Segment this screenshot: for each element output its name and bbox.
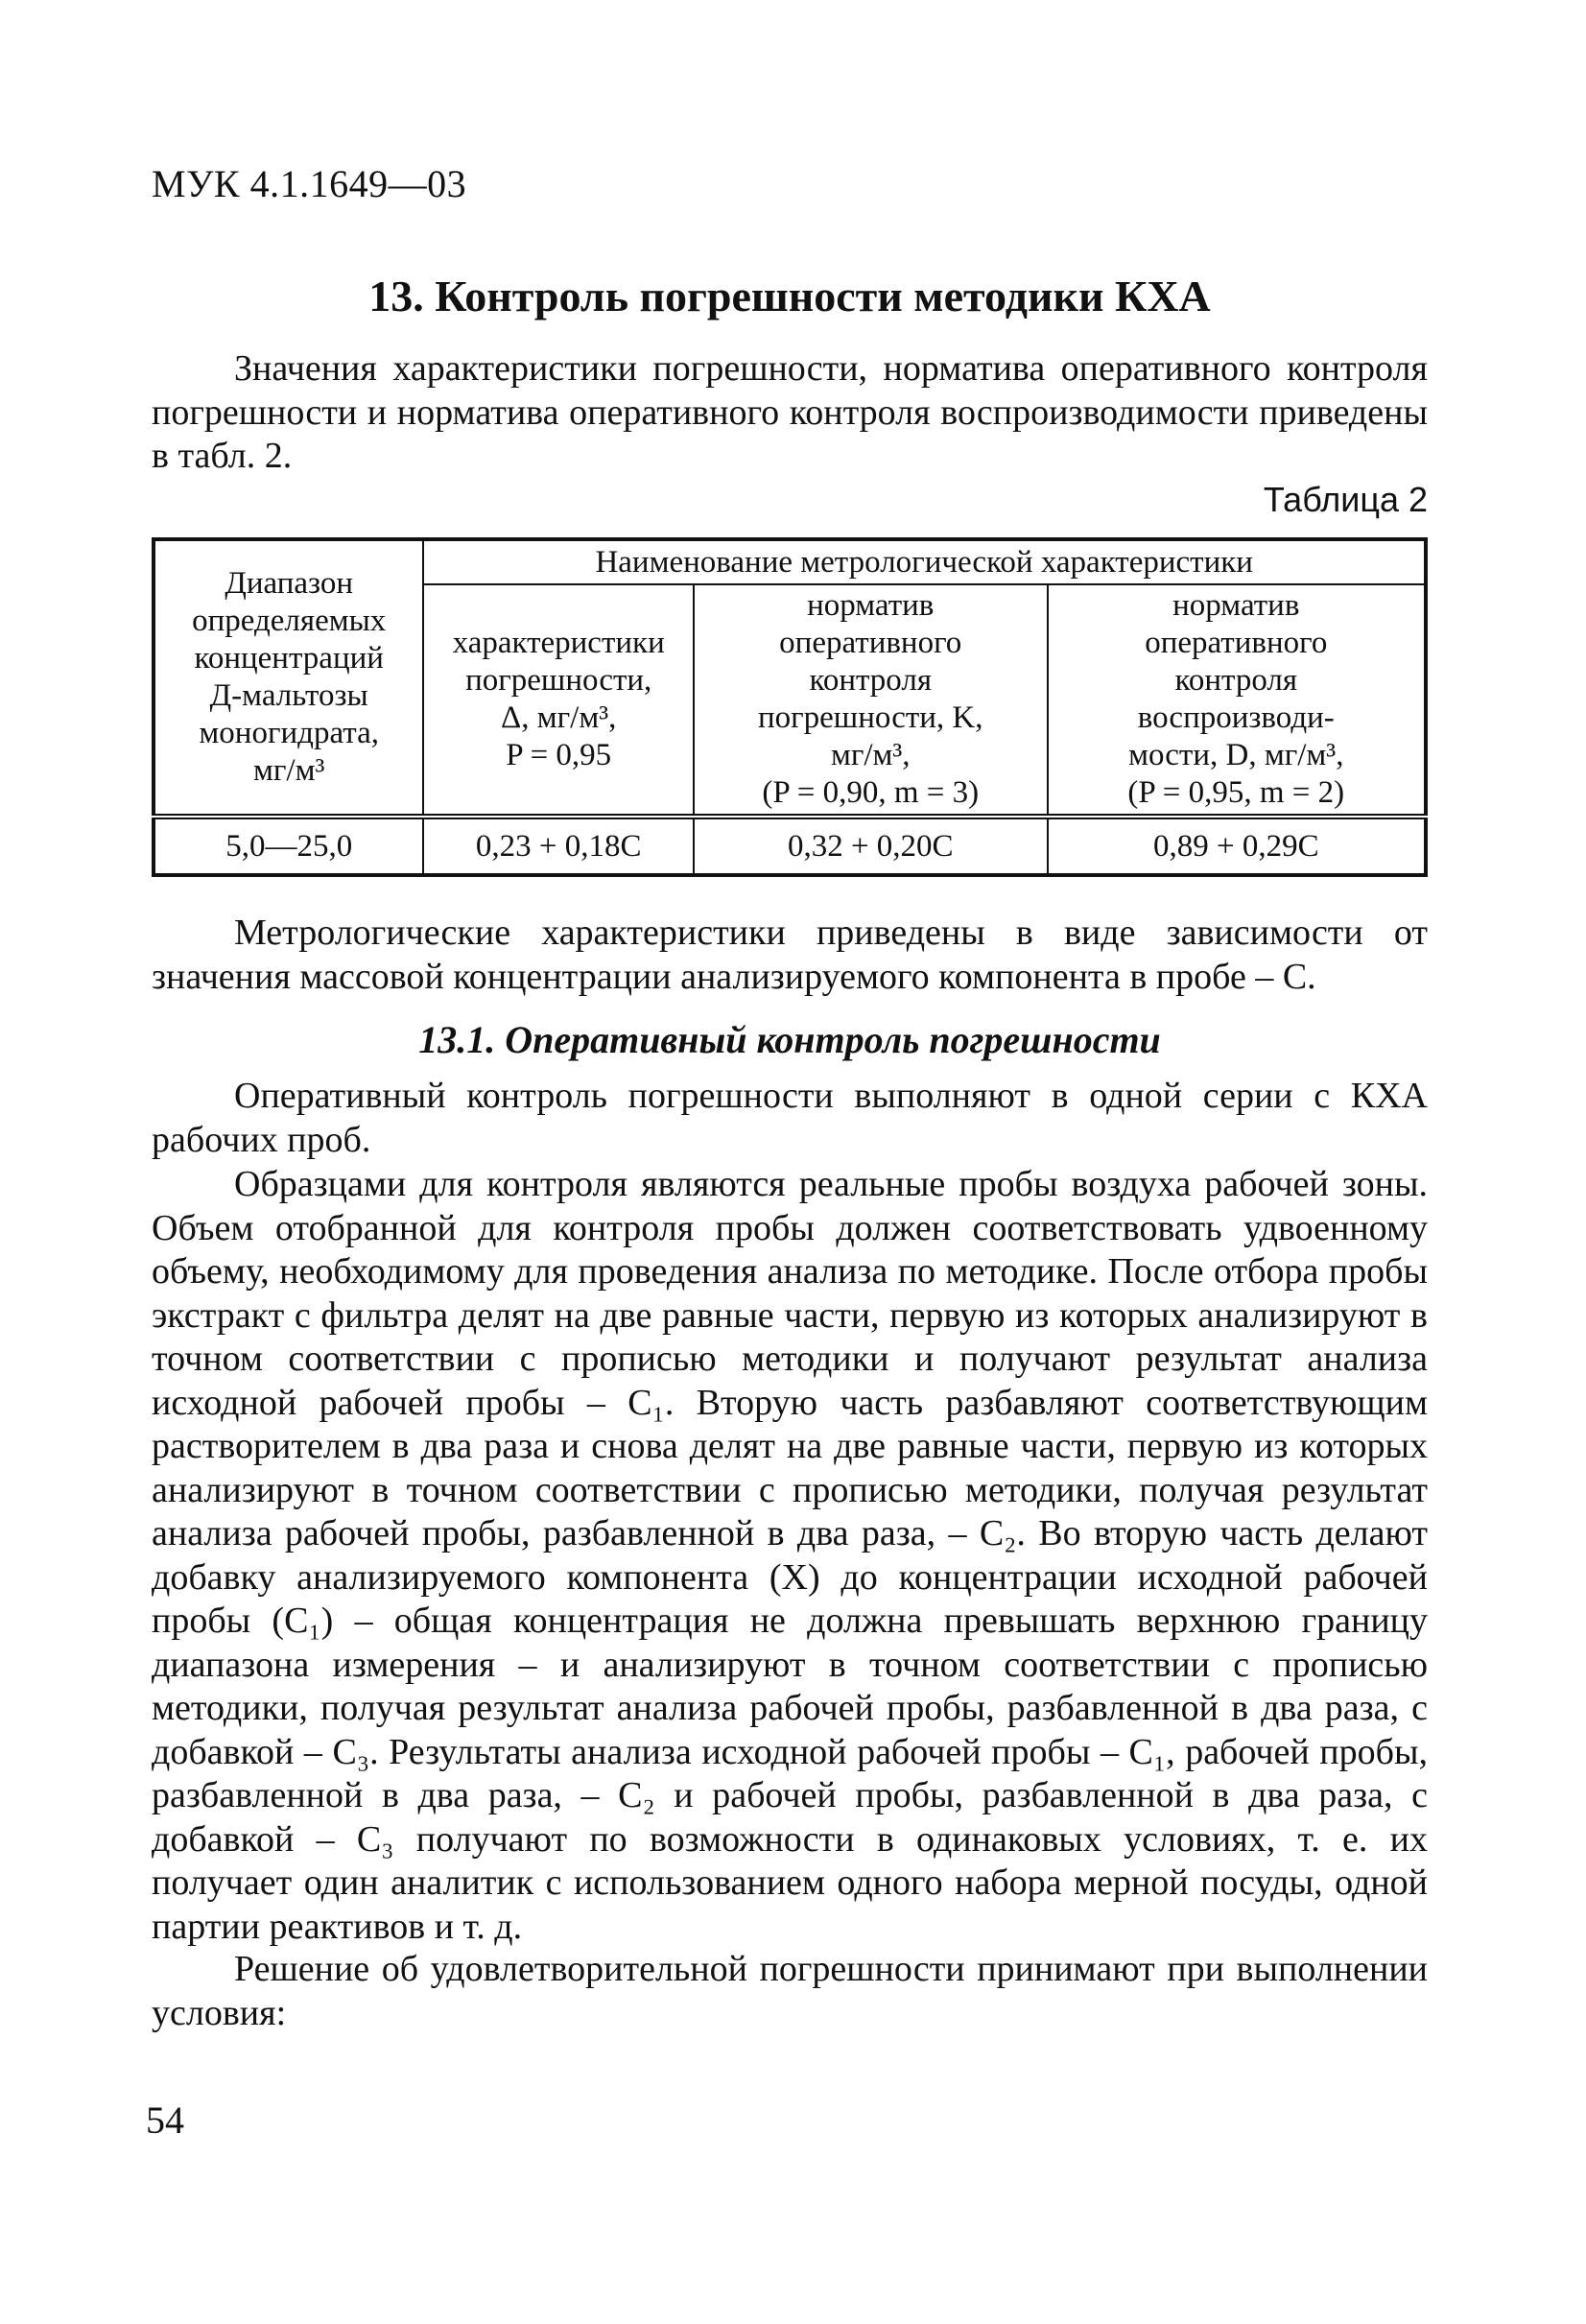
group-header-cell: Наименование метрологической характеристики (423, 539, 1426, 584)
table-row (154, 817, 1426, 875)
header-line: оперативного (779, 626, 962, 660)
header-line: характеристики (452, 626, 665, 660)
header-line: воспроизводи- (1137, 700, 1335, 735)
header-line: (P = 0,95, m = 2) (1127, 775, 1345, 810)
subsection-paragraph-2: Образцами для контроля являются реальные пробы воздуха рабочей зоны. Объем отобранной для контроля пробы должен соответствовать удвоенному объему, необходимому для проведения анализа по методике. После отбора пробы экстракт с фильтра делят на две равные части, первую из которых анализируют в точном соответствии с прописью методики и получают результат анализа исходной рабочей пробы – C₁. Вторую часть разбавляют соответствующим растворителем в два раза и снова делят на две равные части, первую из которых анализируют в точном соответствии с прописью методики, получая результат анализа рабочей пробы, разбавленной в два раза, – C₂. Во вторую часть делают добавку анализируемого компонента (X) до концентрации исходной рабочей пробы (C₁) – общая концентрация не должна превышать верхнюю границу диапазона измерения – и анализируют в точном соответствии с прописью методики, получая результат анализа рабочей пробы, разбавленной в два раза, с добавкой – C₃. Результаты анализа исходной рабочей пробы – C₁, рабочей пробы, разбавленной в два раза, – C₂ и рабочей пробы, разбавленной в два раза, с добавкой – C₃ получают по возможности в одинаковых условиях, т. е. их получает один аналитик с использованием одного набора мерной посуды, одной партии реактивов и т. д. (152, 1164, 1428, 1947)
range-header-line: моногидрата, (199, 716, 379, 750)
subsection-title: 13.1. Оперативный контроль погрешности (418, 1018, 1161, 1061)
document-code: МУК 4.1.1649—03 (152, 162, 467, 205)
range-header-line: концентраций (194, 641, 384, 676)
range-header-line: Д-мальтозы (209, 678, 368, 713)
reproducibility-value-cell: 0,89 + 0,29C (1048, 817, 1426, 875)
range-header-cell (154, 539, 423, 817)
range-value-cell: 5,0—25,0 (154, 817, 423, 875)
subsection-paragraph-1: Оперативный контроль погрешности выполняют в одной серии с КХА рабочих проб. (152, 1076, 1428, 1160)
range-header-line: определяемых (192, 604, 387, 638)
header-line: мг/м³, (830, 738, 911, 772)
intro-paragraph: Значения характеристики погрешности, норматива оперативного контроля погрешности и норматива оперативного контроля воспроизводимости приведены в табл. 2. (152, 348, 1428, 476)
note-paragraph: Метрологические характеристики приведены в виде зависимости от значения массовой концентрации анализируемого компонента в пробе – C. (152, 913, 1428, 997)
header-line: мости, D, мг/м³, (1128, 738, 1344, 772)
reproducibility-control-standard-header (1048, 584, 1426, 817)
header-line: P = 0,95 (506, 738, 612, 772)
error-control-value-cell: 0,32 + 0,20C (694, 817, 1048, 875)
range-header-line: мг/м³ (253, 753, 325, 788)
section-title: 13. Контроль погрешности методики КХА (368, 272, 1211, 320)
error-control-standard-header (694, 584, 1048, 817)
header-line: погрешности, (465, 663, 652, 698)
error-characteristic-value-cell: 0,23 + 0,18C (423, 817, 694, 875)
header-line: норматив (807, 588, 935, 623)
header-line: контроля (1174, 663, 1298, 698)
subsection-paragraph-3: Решение об удовлетворительной погрешности принимают при выполнении условия: (152, 1949, 1428, 2033)
header-line: погрешности, K, (757, 700, 983, 735)
page-number: 54 (146, 2099, 184, 2142)
header-line: контроля (809, 663, 933, 698)
table-caption: Таблица 2 (1263, 480, 1428, 519)
header-line: оперативного (1145, 626, 1328, 660)
error-characteristic-header (423, 584, 694, 817)
header-line: (P = 0,90, m = 3) (762, 775, 980, 810)
header-line: норматив (1172, 588, 1300, 623)
range-header-line: Диапазон (225, 566, 354, 601)
header-line: Δ, мг/м³, (501, 700, 617, 735)
metrology-table (152, 537, 1428, 877)
